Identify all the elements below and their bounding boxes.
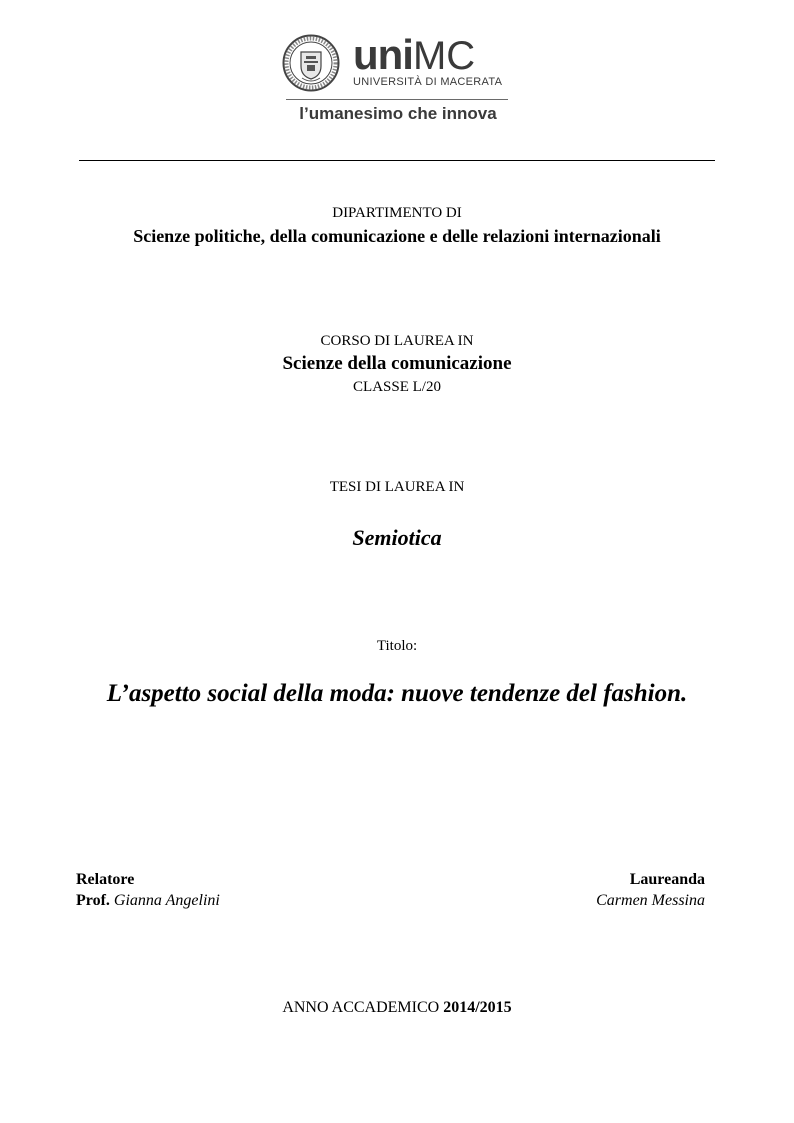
thesis-title: L’aspetto social della moda: nuove tendenze del fashion. bbox=[106, 680, 688, 707]
logo-university-name: UNIVERSITÀ DI MACERATA bbox=[353, 76, 503, 88]
supervisor-line bbox=[76, 892, 220, 910]
academic-year bbox=[0, 999, 794, 1017]
header-divider bbox=[79, 160, 715, 161]
department-name: Scienze politiche, della comunicazione e delle relazioni internazionali bbox=[133, 226, 661, 246]
title-label: Titolo: bbox=[376, 638, 418, 654]
department-label: DIPARTIMENTO DI bbox=[332, 205, 462, 221]
logo-tagline: l’umanesimo che innova bbox=[299, 104, 497, 123]
supervisor-prefix: Prof. bbox=[76, 892, 110, 909]
course-label: CORSO DI LAUREA IN bbox=[320, 333, 474, 349]
academic-year-label: ANNO ACCADEMICO bbox=[282, 999, 440, 1016]
thesis-label: TESI DI LAUREA IN bbox=[329, 479, 465, 495]
supervisor-label: Relatore bbox=[76, 871, 135, 888]
logo-wordmark: uniMC bbox=[353, 31, 476, 78]
university-logo bbox=[282, 31, 514, 126]
supervisor-name: Gianna Angelini bbox=[113, 892, 220, 909]
course-class: CLASSE L/20 bbox=[353, 379, 441, 395]
course-name: Scienze della comunicazione bbox=[282, 353, 512, 374]
logo-rule bbox=[286, 99, 508, 100]
candidate-name: Carmen Messina bbox=[596, 892, 705, 909]
academic-year-value: 2014/2015 bbox=[443, 999, 512, 1016]
thesis-subject: Semiotica bbox=[352, 525, 442, 550]
university-seal-icon bbox=[282, 34, 340, 92]
candidate-label: Laureanda bbox=[629, 871, 705, 888]
